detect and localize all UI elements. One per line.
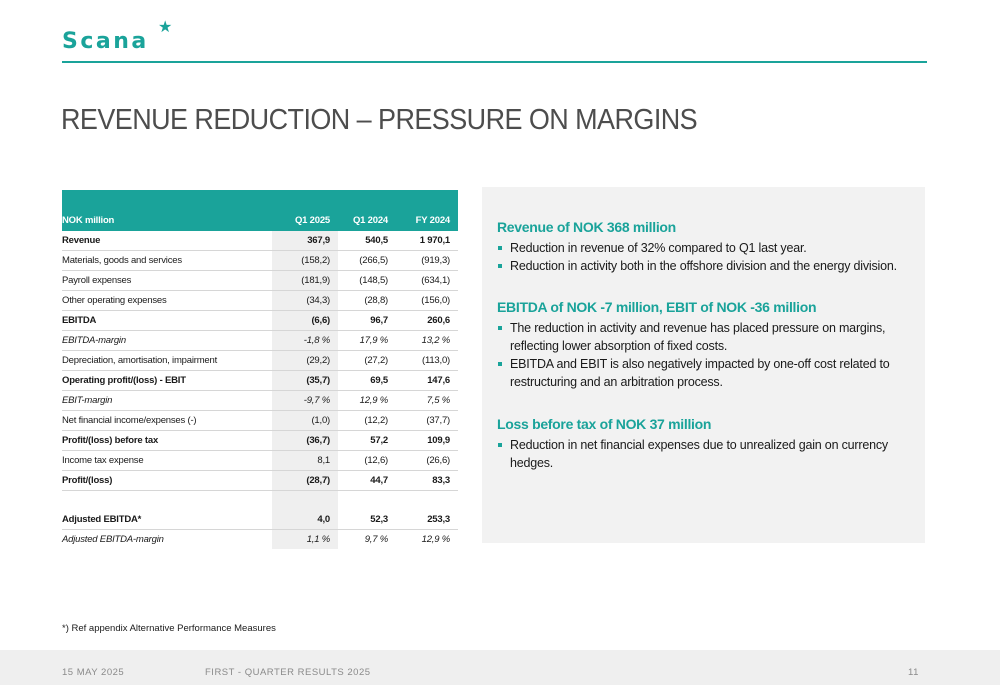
cell-q1-2024: 44,7 (338, 471, 396, 491)
cell-q1-2024: (12,6) (338, 451, 396, 471)
table-row (62, 351, 458, 371)
table-row (62, 231, 458, 251)
cell-q1-2024: (12,2) (338, 411, 396, 431)
row-label: EBIT-margin (62, 391, 272, 411)
cell-q1-2025: (36,7) (272, 431, 338, 451)
table-row (62, 451, 458, 471)
slide-title: REVENUE REDUCTION – PRESSURE ON MARGINS (61, 104, 698, 136)
table-header-row (62, 190, 458, 231)
cell-q1-2025: 8,1 (272, 451, 338, 471)
footer-bar (0, 650, 1000, 685)
row-label: Profit/(loss) (62, 471, 272, 491)
cell-fy-2024: (156,0) (396, 291, 458, 311)
row-label: Operating profit/(loss) - EBIT (62, 371, 272, 391)
cell-fy-2024: 109,9 (396, 431, 458, 451)
cell-q1-2024: 12,9 % (338, 391, 396, 411)
row-label: Other operating expenses (62, 291, 272, 311)
header-q1-2025: Q1 2025 (272, 190, 338, 231)
table-row (62, 391, 458, 411)
revenue-section (497, 219, 907, 275)
cell-q1-2025: (1,0) (272, 411, 338, 431)
cell-q1-2024: (28,8) (338, 291, 396, 311)
cell-q1-2025: (181,9) (272, 271, 338, 291)
star-icon: ★ (158, 19, 173, 36)
row-label: Revenue (62, 231, 272, 251)
table-row (62, 530, 458, 550)
table-row (62, 291, 458, 311)
cell-fy-2024: (37,7) (396, 411, 458, 431)
row-label: Profit/(loss) before tax (62, 431, 272, 451)
table-row (62, 271, 458, 291)
cell-q1-2025: 367,9 (272, 231, 338, 251)
header-divider (62, 61, 927, 63)
bullet-item: Reduction in revenue of 32% compared to Q1 last year. (497, 239, 907, 257)
cell-fy-2024: (113,0) (396, 351, 458, 371)
cell-q1-2024: 9,7 % (364, 534, 388, 545)
row-label: Adjusted EBITDA* (62, 510, 272, 530)
cell-q1-2025: 1,1 % (272, 530, 338, 550)
cell-fy-2024: 147,6 (396, 371, 458, 391)
loss-section (497, 416, 907, 472)
cell-fy-2024: 83,3 (396, 471, 458, 491)
header-fy-2024: FY 2024 (396, 190, 458, 231)
page-number: 11 (908, 667, 919, 678)
cell-q1-2024: 540,5 (338, 231, 396, 251)
scana-logo (62, 20, 177, 56)
row-label: Adjusted EBITDA-margin (62, 534, 164, 545)
table-row (62, 331, 458, 351)
table-row (62, 311, 458, 331)
footer-report-title: FIRST - QUARTER RESULTS 2025 (205, 667, 371, 678)
cell-q1-2024: 57,2 (338, 431, 396, 451)
footnote: *) Ref appendix Alternative Performance Measures (62, 623, 276, 634)
cell-q1-2025: (6,6) (272, 311, 338, 331)
cell-fy-2024: 12,9 % (421, 534, 450, 545)
row-label: EBITDA (62, 311, 272, 331)
cell-fy-2024: 1 970,1 (396, 231, 458, 251)
cell-q1-2025: 4,0 (272, 510, 338, 530)
cell-q1-2025: (29,2) (272, 351, 338, 371)
table-row (62, 371, 458, 391)
cell-fy-2024: 7,5 % (396, 391, 458, 411)
table-row (62, 471, 458, 491)
cell-q1-2024: (148,5) (338, 271, 396, 291)
cell-fy-2024: (26,6) (396, 451, 458, 471)
logo-text: Scana (62, 29, 149, 54)
row-label: Materials, goods and services (62, 251, 272, 271)
bullet-item: Reduction in activity both in the offshore division and the energy division. (497, 257, 907, 275)
row-label: Net financial income/expenses (-) (62, 411, 272, 431)
header-label: NOK million (62, 190, 272, 231)
section-heading: Loss before tax of NOK 37 million (497, 416, 712, 432)
cell-q1-2024: 17,9 % (338, 331, 396, 351)
cell-fy-2024: (919,3) (396, 251, 458, 271)
income-statement-table (62, 190, 458, 549)
cell-q1-2024: 69,5 (338, 371, 396, 391)
bullet-item: Reduction in net financial expenses due to unrealized gain on currency hedges. (497, 436, 907, 472)
cell-q1-2024: 52,3 (338, 510, 396, 530)
row-label: Depreciation, amortisation, impairment (62, 351, 272, 371)
section-heading: Revenue of NOK 368 million (497, 219, 676, 235)
cell-q1-2025: (34,3) (272, 291, 338, 311)
cell-q1-2024: (27,2) (338, 351, 396, 371)
cell-q1-2025: (158,2) (272, 251, 338, 271)
bullet-item: EBITDA and EBIT is also negatively impacted by one-off cost related to restructuring and an arbitration process. (497, 355, 907, 391)
cell-fy-2024: (634,1) (396, 271, 458, 291)
cell-fy-2024: 13,2 % (396, 331, 458, 351)
table-spacer-row (62, 491, 458, 511)
table-row (62, 251, 458, 271)
commentary-panel (482, 187, 925, 543)
cell-q1-2024: 96,7 (338, 311, 396, 331)
row-label: EBITDA-margin (62, 331, 272, 351)
section-heading: EBITDA of NOK -7 million, EBIT of NOK -36 million (497, 299, 817, 315)
table-row (62, 411, 458, 431)
cell-q1-2025: -9,7 % (272, 391, 338, 411)
ebitda-section (497, 299, 907, 391)
cell-fy-2024: 253,3 (396, 510, 458, 530)
cell-fy-2024: 260,6 (396, 311, 458, 331)
row-label: Payroll expenses (62, 271, 272, 291)
table-row (62, 510, 458, 530)
footer-date: 15 MAY 2025 (62, 667, 125, 678)
cell-q1-2025: -1,8 % (272, 331, 338, 351)
row-label: Income tax expense (62, 451, 272, 471)
table-row (62, 431, 458, 451)
cell-q1-2025: (35,7) (272, 371, 338, 391)
cell-q1-2025: (28,7) (272, 471, 338, 491)
cell-q1-2024: (266,5) (338, 251, 396, 271)
header-q1-2024: Q1 2024 (338, 190, 396, 231)
bullet-item: The reduction in activity and revenue has placed pressure on margins, reflecting lower absorption of fixed costs. (497, 319, 907, 355)
